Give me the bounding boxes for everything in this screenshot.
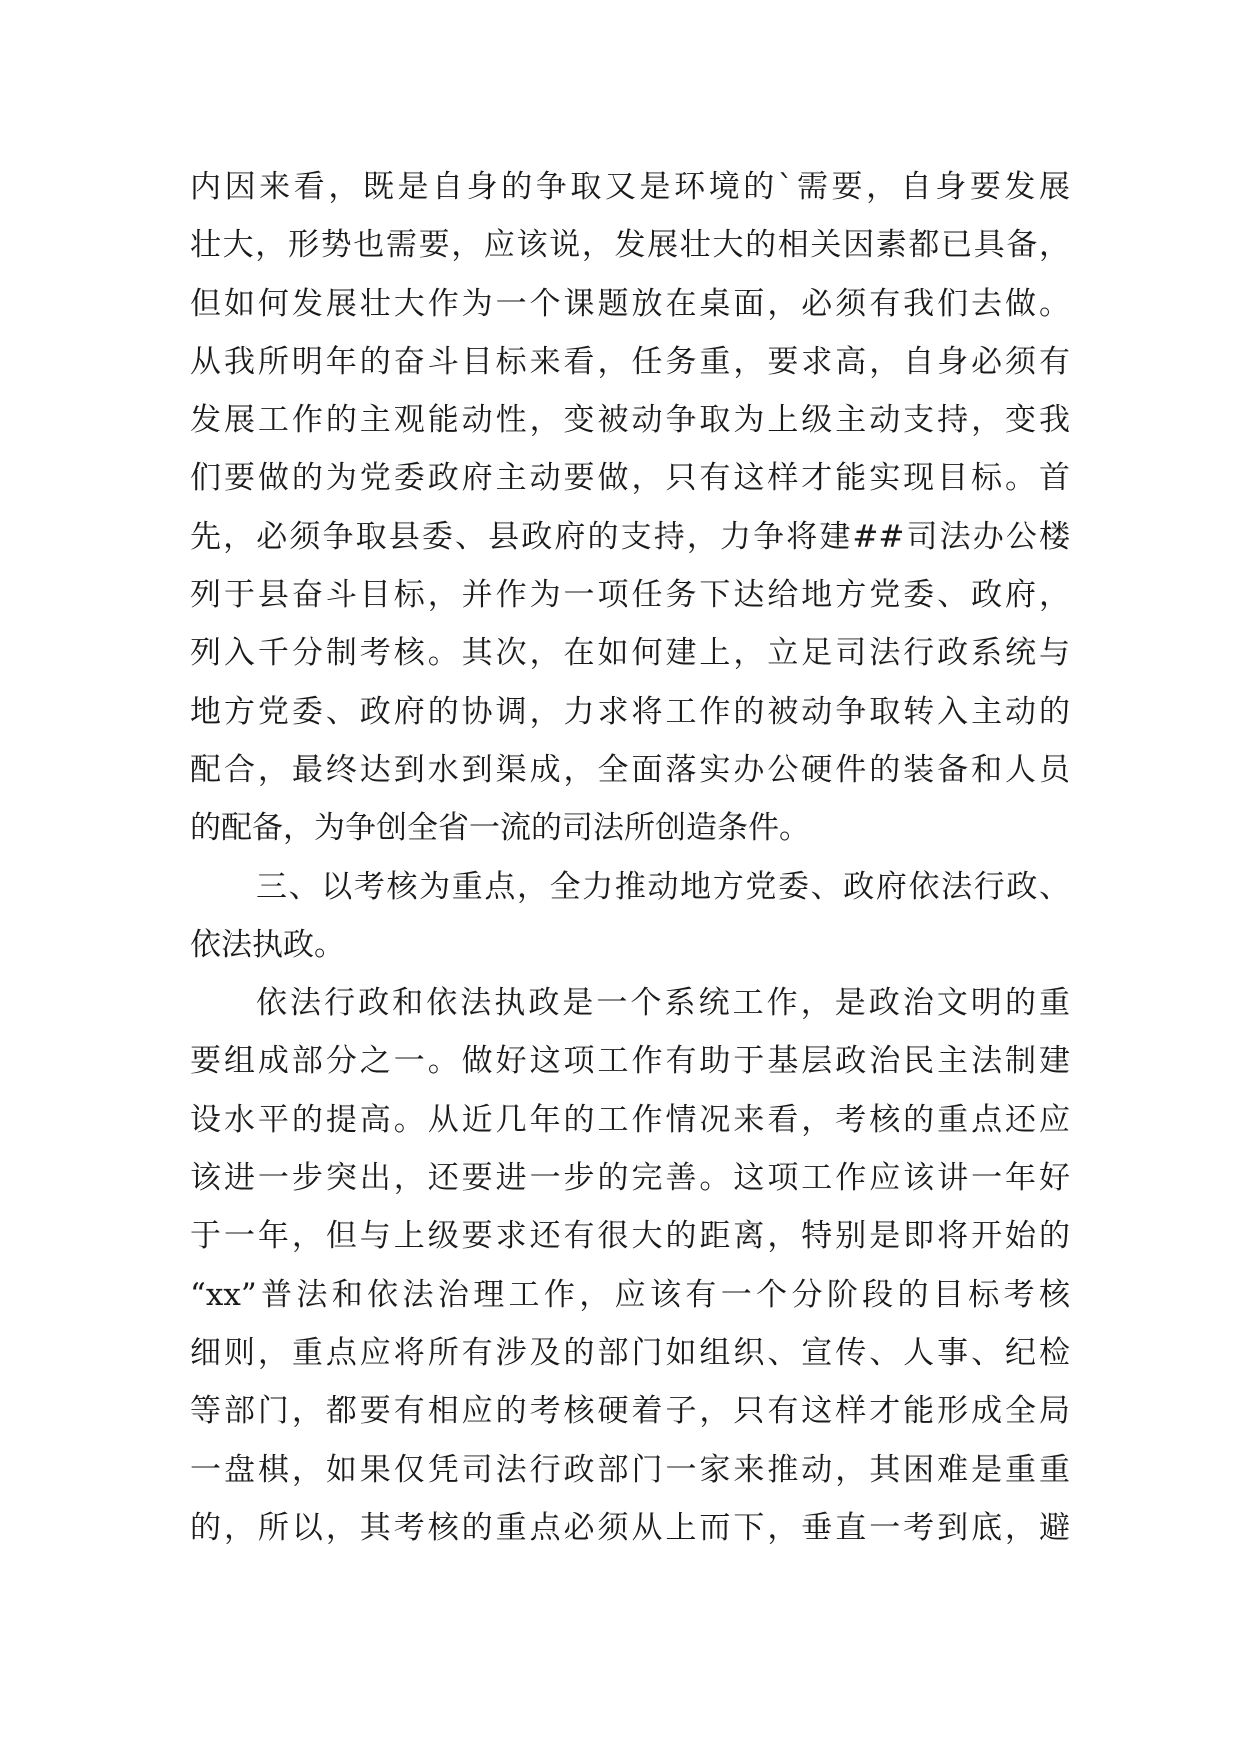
text-line: 的，所以，其考核的重点必须从上而下，垂直一考到底，避 xyxy=(190,1509,1070,1546)
text-line: “xx”普法和依法治理工作，应该有一个分阶段的目标考核 xyxy=(190,1276,1070,1313)
text-line: 一盘棋，如果仅凭司法行政部门一家来推动，其困难是重重 xyxy=(190,1451,1070,1488)
text-line: 该进一步突出，还要进一步的完善。这项工作应该讲一年好 xyxy=(190,1160,1070,1197)
text-line: 依法执政。 xyxy=(190,926,345,963)
text-line: 发展工作的主观能动性，变被动争取为上级主动支持，变我 xyxy=(190,402,1070,439)
document-body xyxy=(190,158,1070,1557)
text-line: 但如何发展壮大作为一个课题放在桌面，必须有我们去做。 xyxy=(190,285,1070,322)
text-line: 的配备，为争创全省一流的司法所创造条件。 xyxy=(190,810,810,847)
text-line: 于一年，但与上级要求还有很大的距离，特别是即将开始的 xyxy=(190,1218,1070,1255)
text-line: 配合，最终达到水到渠成，全面落实办公硬件的装备和人员 xyxy=(190,751,1070,788)
text-line: 列于县奋斗目标，并作为一项任务下达给地方党委、政府， xyxy=(190,577,1070,614)
text-line: 等部门，都要有相应的考核硬着子，只有这样才能形成全局 xyxy=(190,1393,1070,1430)
text-line: 先，必须争取县委、县政府的支持，力争将建##司法办公楼 xyxy=(190,518,1070,555)
text-line: 列入千分制考核。其次，在如何建上，立足司法行政系统与 xyxy=(190,635,1070,672)
text-line: 依法行政和依法执政是一个系统工作，是政治文明的重 xyxy=(256,985,1070,1022)
text-line: 地方党委、政府的协调，力求将工作的被动争取转入主动的 xyxy=(190,693,1070,730)
text-line: 设水平的提高。从近几年的工作情况来看，考核的重点还应 xyxy=(190,1101,1070,1138)
text-line: 壮大，形势也需要，应该说，发展壮大的相关因素都已具备， xyxy=(190,227,1070,264)
text-line: 要组成部分之一。做好这项工作有助于基层政治民主法制建 xyxy=(190,1043,1070,1080)
text-line: 从我所明年的奋斗目标来看，任务重，要求高，自身必须有 xyxy=(190,343,1070,380)
text-line: 内因来看，既是自身的争取又是环境的`需要，自身要发展 xyxy=(190,169,1070,205)
text-line: 细则，重点应将所有涉及的部门如组织、宣传、人事、纪检 xyxy=(190,1334,1070,1371)
text-line: 三、以考核为重点，全力推动地方党委、政府依法行政、 xyxy=(256,868,1070,905)
text-line: 们要做的为党委政府主动要做，只有这样才能实现目标。首 xyxy=(190,460,1070,497)
